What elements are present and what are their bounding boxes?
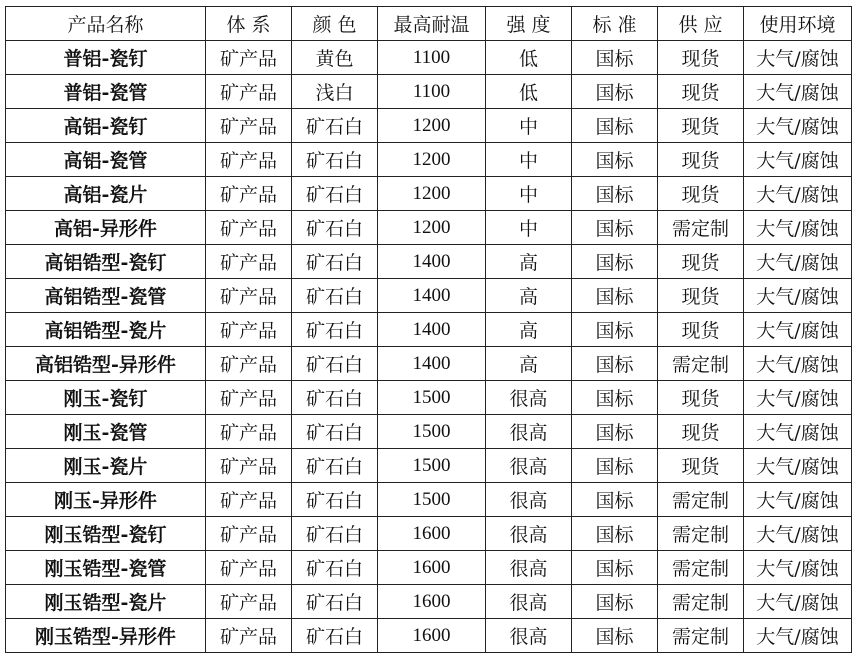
cell-product-name: 刚玉锆型-异形件 <box>6 619 206 653</box>
cell-standard: 国标 <box>572 551 658 585</box>
cell-environment: 大气/腐蚀 <box>744 279 852 313</box>
table-row <box>6 619 852 653</box>
table-row <box>6 415 852 449</box>
table-row <box>6 551 852 585</box>
cell-max-temp: 1100 <box>378 75 486 109</box>
cell-strength: 低 <box>486 41 572 75</box>
cell-max-temp: 1200 <box>378 109 486 143</box>
cell-system: 矿产品 <box>206 449 292 483</box>
cell-strength: 很高 <box>486 585 572 619</box>
cell-supply: 现货 <box>658 41 744 75</box>
cell-max-temp: 1200 <box>378 143 486 177</box>
cell-supply: 现货 <box>658 381 744 415</box>
cell-color: 矿石白 <box>292 585 378 619</box>
cell-system: 矿产品 <box>206 585 292 619</box>
cell-color: 矿石白 <box>292 551 378 585</box>
cell-supply: 现货 <box>658 449 744 483</box>
cell-standard: 国标 <box>572 41 658 75</box>
cell-strength: 中 <box>486 211 572 245</box>
cell-standard: 国标 <box>572 449 658 483</box>
cell-color: 矿石白 <box>292 517 378 551</box>
cell-supply: 需定制 <box>658 619 744 653</box>
header-strength: 强 度 <box>486 7 572 41</box>
cell-environment: 大气/腐蚀 <box>744 585 852 619</box>
cell-standard: 国标 <box>572 585 658 619</box>
cell-supply: 现货 <box>658 75 744 109</box>
table-row <box>6 245 852 279</box>
cell-supply: 现货 <box>658 245 744 279</box>
cell-system: 矿产品 <box>206 279 292 313</box>
cell-supply: 需定制 <box>658 483 744 517</box>
cell-max-temp: 1500 <box>378 381 486 415</box>
cell-environment: 大气/腐蚀 <box>744 483 852 517</box>
cell-max-temp: 1600 <box>378 585 486 619</box>
cell-environment: 大气/腐蚀 <box>744 517 852 551</box>
cell-environment: 大气/腐蚀 <box>744 75 852 109</box>
cell-system: 矿产品 <box>206 313 292 347</box>
cell-color: 矿石白 <box>292 449 378 483</box>
cell-environment: 大气/腐蚀 <box>744 211 852 245</box>
cell-standard: 国标 <box>572 143 658 177</box>
cell-environment: 大气/腐蚀 <box>744 347 852 381</box>
cell-strength: 中 <box>486 143 572 177</box>
cell-product-name: 刚玉-异形件 <box>6 483 206 517</box>
cell-system: 矿产品 <box>206 41 292 75</box>
cell-product-name: 高铝锆型-瓷管 <box>6 279 206 313</box>
header-product-name: 产品名称 <box>6 7 206 41</box>
table-row <box>6 279 852 313</box>
cell-product-name: 刚玉锆型-瓷管 <box>6 551 206 585</box>
cell-environment: 大气/腐蚀 <box>744 619 852 653</box>
cell-max-temp: 1500 <box>378 483 486 517</box>
cell-environment: 大气/腐蚀 <box>744 551 852 585</box>
table-row <box>6 381 852 415</box>
table-row <box>6 517 852 551</box>
cell-color: 矿石白 <box>292 177 378 211</box>
header-system: 体 系 <box>206 7 292 41</box>
cell-standard: 国标 <box>572 517 658 551</box>
cell-color: 矿石白 <box>292 279 378 313</box>
cell-strength: 很高 <box>486 449 572 483</box>
cell-color: 矿石白 <box>292 143 378 177</box>
cell-strength: 中 <box>486 177 572 211</box>
cell-supply: 现货 <box>658 415 744 449</box>
cell-strength: 很高 <box>486 619 572 653</box>
cell-strength: 高 <box>486 313 572 347</box>
cell-standard: 国标 <box>572 245 658 279</box>
cell-color: 矿石白 <box>292 109 378 143</box>
cell-max-temp: 1500 <box>378 449 486 483</box>
cell-supply: 现货 <box>658 109 744 143</box>
cell-strength: 很高 <box>486 415 572 449</box>
cell-max-temp: 1200 <box>378 211 486 245</box>
cell-product-name: 高铝锆型-瓷片 <box>6 313 206 347</box>
header-max-temp: 最高耐温 <box>378 7 486 41</box>
cell-standard: 国标 <box>572 483 658 517</box>
table-row <box>6 177 852 211</box>
cell-system: 矿产品 <box>206 517 292 551</box>
cell-standard: 国标 <box>572 313 658 347</box>
header-standard: 标 准 <box>572 7 658 41</box>
cell-environment: 大气/腐蚀 <box>744 245 852 279</box>
cell-color: 浅白 <box>292 75 378 109</box>
table-row <box>6 347 852 381</box>
header-environment: 使用环境 <box>744 7 852 41</box>
cell-color: 矿石白 <box>292 619 378 653</box>
cell-product-name: 高铝-异形件 <box>6 211 206 245</box>
cell-product-name: 刚玉锆型-瓷钉 <box>6 517 206 551</box>
cell-strength: 低 <box>486 75 572 109</box>
cell-color: 矿石白 <box>292 313 378 347</box>
table-row <box>6 449 852 483</box>
cell-standard: 国标 <box>572 415 658 449</box>
cell-environment: 大气/腐蚀 <box>744 109 852 143</box>
product-spec-table <box>5 6 852 653</box>
cell-max-temp: 1600 <box>378 517 486 551</box>
cell-max-temp: 1400 <box>378 313 486 347</box>
cell-system: 矿产品 <box>206 75 292 109</box>
cell-product-name: 普铝-瓷钉 <box>6 41 206 75</box>
cell-product-name: 高铝-瓷管 <box>6 143 206 177</box>
header-color: 颜 色 <box>292 7 378 41</box>
cell-max-temp: 1100 <box>378 41 486 75</box>
table-row <box>6 585 852 619</box>
cell-product-name: 高铝-瓷钉 <box>6 109 206 143</box>
cell-system: 矿产品 <box>206 483 292 517</box>
cell-supply: 需定制 <box>658 585 744 619</box>
cell-max-temp: 1400 <box>378 245 486 279</box>
cell-standard: 国标 <box>572 177 658 211</box>
cell-max-temp: 1600 <box>378 619 486 653</box>
cell-system: 矿产品 <box>206 245 292 279</box>
cell-system: 矿产品 <box>206 415 292 449</box>
cell-standard: 国标 <box>572 279 658 313</box>
cell-environment: 大气/腐蚀 <box>744 415 852 449</box>
header-supply: 供 应 <box>658 7 744 41</box>
cell-standard: 国标 <box>572 75 658 109</box>
cell-product-name: 刚玉-瓷钉 <box>6 381 206 415</box>
cell-product-name: 高铝锆型-异形件 <box>6 347 206 381</box>
cell-max-temp: 1400 <box>378 279 486 313</box>
cell-supply: 需定制 <box>658 517 744 551</box>
cell-supply: 现货 <box>658 143 744 177</box>
cell-max-temp: 1400 <box>378 347 486 381</box>
cell-environment: 大气/腐蚀 <box>744 143 852 177</box>
cell-system: 矿产品 <box>206 109 292 143</box>
cell-environment: 大气/腐蚀 <box>744 313 852 347</box>
cell-color: 矿石白 <box>292 211 378 245</box>
cell-system: 矿产品 <box>206 177 292 211</box>
cell-supply: 需定制 <box>658 551 744 585</box>
table-row <box>6 41 852 75</box>
cell-system: 矿产品 <box>206 619 292 653</box>
cell-strength: 高 <box>486 245 572 279</box>
cell-standard: 国标 <box>572 347 658 381</box>
cell-color: 矿石白 <box>292 483 378 517</box>
table-row <box>6 143 852 177</box>
table-row <box>6 313 852 347</box>
cell-system: 矿产品 <box>206 551 292 585</box>
cell-product-name: 刚玉-瓷片 <box>6 449 206 483</box>
cell-standard: 国标 <box>572 109 658 143</box>
cell-system: 矿产品 <box>206 347 292 381</box>
cell-strength: 很高 <box>486 483 572 517</box>
cell-product-name: 高铝锆型-瓷钉 <box>6 245 206 279</box>
cell-system: 矿产品 <box>206 143 292 177</box>
cell-product-name: 刚玉-瓷管 <box>6 415 206 449</box>
cell-strength: 高 <box>486 347 572 381</box>
cell-standard: 国标 <box>572 619 658 653</box>
cell-max-temp: 1200 <box>378 177 486 211</box>
cell-standard: 国标 <box>572 211 658 245</box>
cell-color: 矿石白 <box>292 381 378 415</box>
cell-environment: 大气/腐蚀 <box>744 449 852 483</box>
cell-environment: 大气/腐蚀 <box>744 381 852 415</box>
cell-strength: 很高 <box>486 517 572 551</box>
cell-system: 矿产品 <box>206 381 292 415</box>
cell-environment: 大气/腐蚀 <box>744 177 852 211</box>
cell-supply: 需定制 <box>658 211 744 245</box>
cell-supply: 需定制 <box>658 347 744 381</box>
cell-supply: 现货 <box>658 313 744 347</box>
cell-strength: 很高 <box>486 381 572 415</box>
cell-product-name: 普铝-瓷管 <box>6 75 206 109</box>
cell-environment: 大气/腐蚀 <box>744 41 852 75</box>
table-row <box>6 211 852 245</box>
cell-color: 矿石白 <box>292 347 378 381</box>
cell-strength: 高 <box>486 279 572 313</box>
header-row <box>6 7 852 41</box>
cell-color: 黄色 <box>292 41 378 75</box>
cell-max-temp: 1600 <box>378 551 486 585</box>
table-row <box>6 483 852 517</box>
cell-product-name: 刚玉锆型-瓷片 <box>6 585 206 619</box>
cell-strength: 中 <box>486 109 572 143</box>
cell-max-temp: 1500 <box>378 415 486 449</box>
cell-product-name: 高铝-瓷片 <box>6 177 206 211</box>
table-row <box>6 75 852 109</box>
cell-standard: 国标 <box>572 381 658 415</box>
cell-supply: 现货 <box>658 279 744 313</box>
cell-strength: 很高 <box>486 551 572 585</box>
product-spec-table-container <box>5 6 852 653</box>
cell-supply: 现货 <box>658 177 744 211</box>
table-row <box>6 109 852 143</box>
cell-system: 矿产品 <box>206 211 292 245</box>
cell-color: 矿石白 <box>292 245 378 279</box>
cell-color: 矿石白 <box>292 415 378 449</box>
